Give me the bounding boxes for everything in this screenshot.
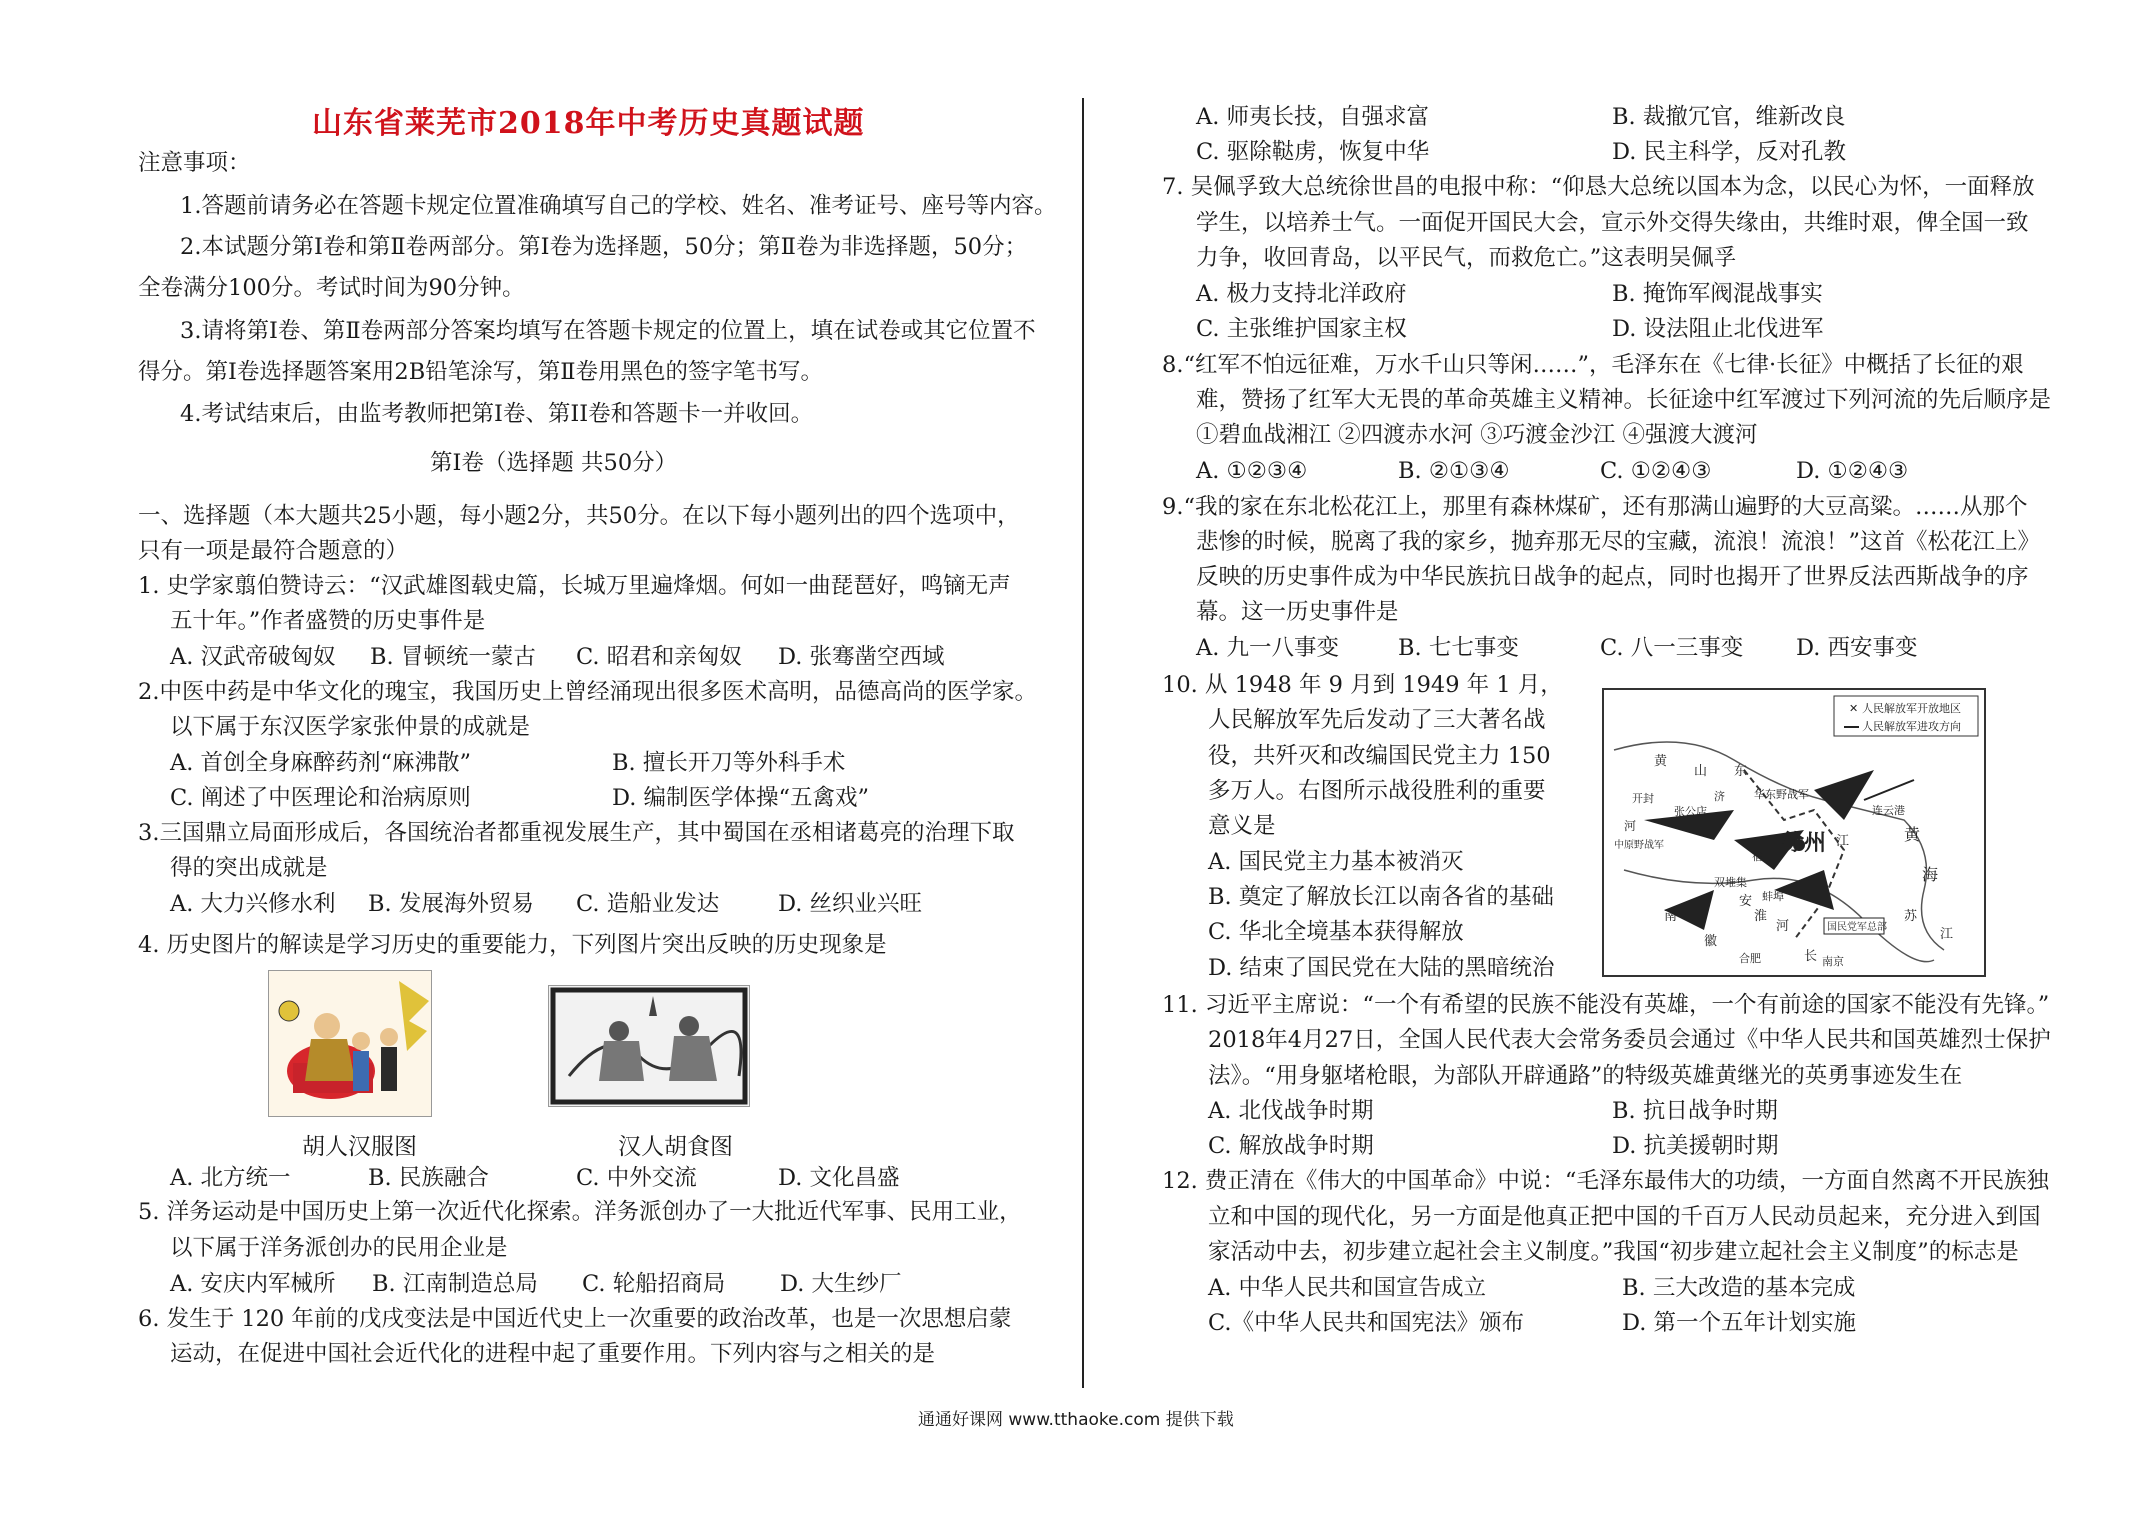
option-d: D. 张骞凿空西域 <box>778 644 945 670</box>
question-stem: 以下属于东汉医学家张仲景的成就是 <box>170 714 531 740</box>
question-stem: 力争，收回青岛，以平民气，而救危亡。”这表明吴佩孚 <box>1196 245 1737 271</box>
map-label: 苏 <box>1904 909 1918 924</box>
question-stem: 家活动中去，初步建立起社会主义制度。”我国“初步建立起社会主义制度”的标志是 <box>1208 1239 2019 1265</box>
option-b: B. 发展海外贸易 <box>368 891 534 917</box>
option-b: B. 三大改造的基本完成 <box>1622 1275 1856 1301</box>
question-stem: ①碧血战湘江 ②四渡赤水河 ③巧渡金沙江 ④强渡大渡河 <box>1196 422 1758 448</box>
notice-item: 2.本试题分第Ⅰ卷和第Ⅱ卷两部分。第Ⅰ卷为选择题，50分；第Ⅱ卷为非选择题，50分； <box>180 234 1028 260</box>
notice-heading: 注意事项： <box>138 150 251 176</box>
map-label: 蚌埠 <box>1762 890 1784 903</box>
option-b: B. 民族融合 <box>368 1165 489 1191</box>
question-stem: 5. 洋务运动是中国历史上第一次近代化探索。洋务派创办了一大批近代军事、民用工业， <box>138 1199 1022 1225</box>
option-c: C. 轮船招商局 <box>582 1271 726 1297</box>
question-stem: 学生，以培养士气。一面促开国民大会，宣示外交得失缘由，共维时艰，俾全国一致 <box>1196 210 2029 236</box>
map-label: 连云港 <box>1872 804 1905 817</box>
exam-title: 山东省莱芜市2018年中考历史真题试题 <box>312 106 865 141</box>
part-instructions: 只有一项是最符合题意的） <box>138 538 409 564</box>
map-label: 海 <box>1922 865 1939 884</box>
option-c: C. 造船业发达 <box>576 891 720 917</box>
option-c: C. ①②④③ <box>1600 458 1712 484</box>
option-a: A. 极力支持北洋政府 <box>1196 281 1407 307</box>
option-a: A. 九一八事变 <box>1196 635 1340 661</box>
option-d: D. 丝织业兴旺 <box>778 891 923 917</box>
map-label: 山 <box>1694 764 1708 779</box>
option-c: C. 主张维护国家主权 <box>1196 316 1407 342</box>
option-a: A. 大力兴修水利 <box>170 891 336 917</box>
part-instructions: 一、选择题（本大题共25小题，每小题2分，共50分。在以下每小题列出的四个选项中， <box>138 503 1020 529</box>
option-d: D. 编制医学体操“五禽戏” <box>612 785 870 811</box>
map-label: 淮 <box>1754 909 1768 924</box>
question-stem: 法》。“用身躯堵枪眼，为部队开辟通路”的特级英雄黄继光的英勇事迹发生在 <box>1208 1063 1963 1089</box>
option-d: D. 大生纱厂 <box>780 1271 902 1297</box>
question-stem: 4. 历史图片的解读是学习历史的重要能力，下列图片突出反映的历史现象是 <box>138 932 887 958</box>
option-a: A. 北伐战争时期 <box>1208 1098 1374 1124</box>
question-stem: 3.三国鼎立局面形成后，各国统治者都重视发展生产，其中蜀国在丞相诸葛亮的治理下取 <box>138 820 1015 846</box>
map-label: 开封 <box>1632 792 1654 805</box>
question-stem: 12. 费正清在《伟大的中国革命》中说：“毛泽东最伟大的功绩，一方面自然离不开民族独 <box>1162 1168 2049 1194</box>
option-b: B. 七七事变 <box>1398 635 1519 661</box>
map-legend: 人民解放军开放地区 <box>1862 702 1961 715</box>
question-stem: 9.“我的家在东北松花江上，那里有森林煤矿，还有那满山遍野的大豆高粱。……从那个 <box>1162 494 2028 520</box>
question-stem: 6. 发生于 120 年前的戊戌变法是中国近代史上一次重要的政治改革，也是一次思想启蒙 <box>138 1306 1012 1332</box>
option-d: D. ①②④③ <box>1796 458 1909 484</box>
option-d: D. 文化昌盛 <box>778 1165 900 1191</box>
option-d: D. 设法阻止北伐进军 <box>1612 316 1824 342</box>
question-stem: 运动，在促进中国社会近代化的进程中起了重要作用。下列内容与之相关的是 <box>170 1341 936 1367</box>
map-label: 徽 <box>1704 934 1718 949</box>
map-label: 宿 <box>1752 850 1763 863</box>
map-label: 中原野战军 <box>1614 840 1664 851</box>
option-a: A. 中华人民共和国宣告成立 <box>1208 1275 1487 1301</box>
question-stem: 立和中国的现代化，另一方面是他真正把中国的千百万人民动员起来，充分进入到国 <box>1208 1204 2041 1230</box>
map-label: 双堆集 <box>1714 876 1747 889</box>
huaihai-campaign-map <box>1602 688 1986 977</box>
option-c: C. 八一三事变 <box>1600 635 1744 661</box>
option-c: C. 华北全境基本获得解放 <box>1208 919 1464 945</box>
option-b: B. ②①③④ <box>1398 458 1510 484</box>
question-stem: 悲惨的时候，脱离了我的家乡，抛弃那无尽的宝藏，流浪！流浪！”这首《松花江上》 <box>1196 529 2041 555</box>
option-c: C. 中外交流 <box>576 1165 697 1191</box>
question-stem: 反映的历史事件成为中华民族抗日战争的起点，同时也揭开了世界反法西斯战争的序 <box>1196 564 2029 590</box>
footer-source: 通通好课网 www.tthaoke.com 提供下载 <box>918 1410 1234 1430</box>
option-a: A. 师夷长技，自强求富 <box>1196 104 1430 130</box>
option-b: B. 奠定了解放长江以南各省的基础 <box>1208 884 1554 910</box>
question-stem: 8.“红军不怕远征难，万水千山只等闲……”，毛泽东在《七律·长征》中概括了长征的艰 <box>1162 352 2024 378</box>
map-label: 长 <box>1804 949 1818 964</box>
notice-item: 1.答题前请务必在答题卡规定位置准确填写自己的学校、姓名、准考证号、座号等内容。 <box>180 193 1057 219</box>
map-label: 张公店 <box>1674 805 1707 818</box>
notice-item: 得分。第Ⅰ卷选择题答案用2B铅笔涂写，第Ⅱ卷用黑色的签字笔书写。 <box>138 359 824 385</box>
map-label: 河 <box>1776 919 1790 934</box>
hu-people-han-clothing-image <box>268 970 432 1117</box>
map-label: 国民党军总部 <box>1827 922 1887 933</box>
image-caption: 汉人胡食图 <box>618 1134 733 1160</box>
map-label: 南 <box>1664 909 1678 924</box>
image-caption: 胡人汉服图 <box>302 1134 417 1160</box>
map-label: 东 <box>1734 764 1748 779</box>
option-b: B. 擅长开刀等外科手术 <box>612 750 846 776</box>
option-b: B. 裁撤冗官，维新改良 <box>1612 104 1846 130</box>
option-b: B. 冒顿统一蒙古 <box>370 644 536 670</box>
map-label: 合肥 <box>1739 952 1761 965</box>
option-c: C. 昭君和亲匈奴 <box>576 644 742 670</box>
option-a: A. 安庆内军械所 <box>170 1271 336 1297</box>
option-c: C. 驱除鞑虏，恢复中华 <box>1196 139 1430 165</box>
option-d: D. 第一个五年计划实施 <box>1622 1310 1857 1336</box>
notice-item: 4.考试结束后，由监考教师把第Ⅰ卷、第II卷和答题卡一并收回。 <box>180 401 814 427</box>
option-a: A. 汉武帝破匈奴 <box>170 644 336 670</box>
question-stem: 11. 习近平主席说：“一个有希望的民族不能没有英雄，一个有前途的国家不能没有先锋。” <box>1162 992 2050 1018</box>
svg-text:✕: ✕ <box>1849 702 1859 715</box>
option-a: A. ①②③④ <box>1196 458 1308 484</box>
question-stem: 7. 吴佩孚致大总统徐世昌的电报中称：“仰恳大总统以国本为念，以民心为怀，一面释放 <box>1162 174 2035 200</box>
question-stem: 10. 从 1948 年 9 月到 1949 年 1 月， <box>1162 672 1563 698</box>
option-a: A. 首创全身麻醉药剂“麻沸散” <box>170 750 472 776</box>
option-c: C. 解放战争时期 <box>1208 1133 1374 1159</box>
question-stem: 意义是 <box>1208 813 1276 839</box>
option-d: D. 抗美援朝时期 <box>1612 1133 1779 1159</box>
section-heading: 第Ⅰ卷（选择题 共50分） <box>430 450 678 476</box>
map-label: 江 <box>1940 927 1954 942</box>
question-stem: 难，赞扬了红军大无畏的革命英雄主义精神。长征途中红军渡过下列河流的先后顺序是 <box>1196 387 2052 413</box>
option-d: D. 结束了国民党在大陆的黑暗统治 <box>1208 955 1555 981</box>
map-label: 江 <box>1836 834 1850 849</box>
option-a: A. 北方统一 <box>170 1165 291 1191</box>
option-d: D. 西安事变 <box>1796 635 1918 661</box>
map-legend: 人民解放军进攻方向 <box>1862 720 1961 733</box>
map-label: 南京 <box>1822 955 1844 968</box>
column-divider <box>1082 98 1084 1388</box>
han-people-hu-food-image <box>548 985 750 1107</box>
notice-item: 全卷满分100分。考试时间为90分钟。 <box>138 275 525 301</box>
map-label: 徐州 <box>1782 831 1827 856</box>
notice-item: 3.请将第Ⅰ卷、第Ⅱ卷两部分答案均填写在答题卡规定的位置上，填在试卷或其它位置不 <box>180 318 1036 344</box>
question-stem: 役，共歼灭和改编国民党主力 150 <box>1208 743 1551 769</box>
question-stem: 以下属于洋务派创办的民用企业是 <box>170 1235 508 1261</box>
option-b: B. 抗日战争时期 <box>1612 1098 1778 1124</box>
question-stem: 多万人。右图所示战役胜利的重要 <box>1208 778 1546 804</box>
map-label: 黄 <box>1904 825 1921 844</box>
option-b: B. 江南制造总局 <box>372 1271 538 1297</box>
option-b: B. 掩饰军阀混战事实 <box>1612 281 1823 307</box>
question-stem: 2018年4月27日，全国人民代表大会常务委员会通过《中华人民共和国英雄烈士保护 <box>1208 1027 2051 1053</box>
question-stem: 得的突出成就是 <box>170 855 328 881</box>
option-d: D. 民主科学，反对孔教 <box>1612 139 1847 165</box>
map-label: 华东野战军 <box>1754 788 1809 801</box>
map-label: 安 <box>1739 894 1753 909</box>
question-stem: 1. 史学家翦伯赞诗云：“汉武雄图载史篇，长城万里遍烽烟。何如一曲琵琶好，鸣镝无声 <box>138 573 1011 599</box>
map-label: 黄 <box>1654 754 1668 769</box>
question-stem: 人民解放军先后发动了三大著名战 <box>1208 707 1546 733</box>
question-stem: 幕。这一历史事件是 <box>1196 599 1399 625</box>
map-label: 济 <box>1714 790 1725 803</box>
question-stem: 2.中医中药是中华文化的瑰宝，我国历史上曾经涌现出很多医术高明，品德高尚的医学家。 <box>138 679 1037 705</box>
option-c: C.《中华人民共和国宪法》颁布 <box>1208 1310 1525 1336</box>
option-a: A. 国民党主力基本被消灭 <box>1208 849 1464 875</box>
question-stem: 五十年。”作者盛赞的历史事件是 <box>170 608 486 634</box>
option-c: C. 阐述了中医理论和治病原则 <box>170 785 471 811</box>
map-label: 河 <box>1624 819 1637 833</box>
